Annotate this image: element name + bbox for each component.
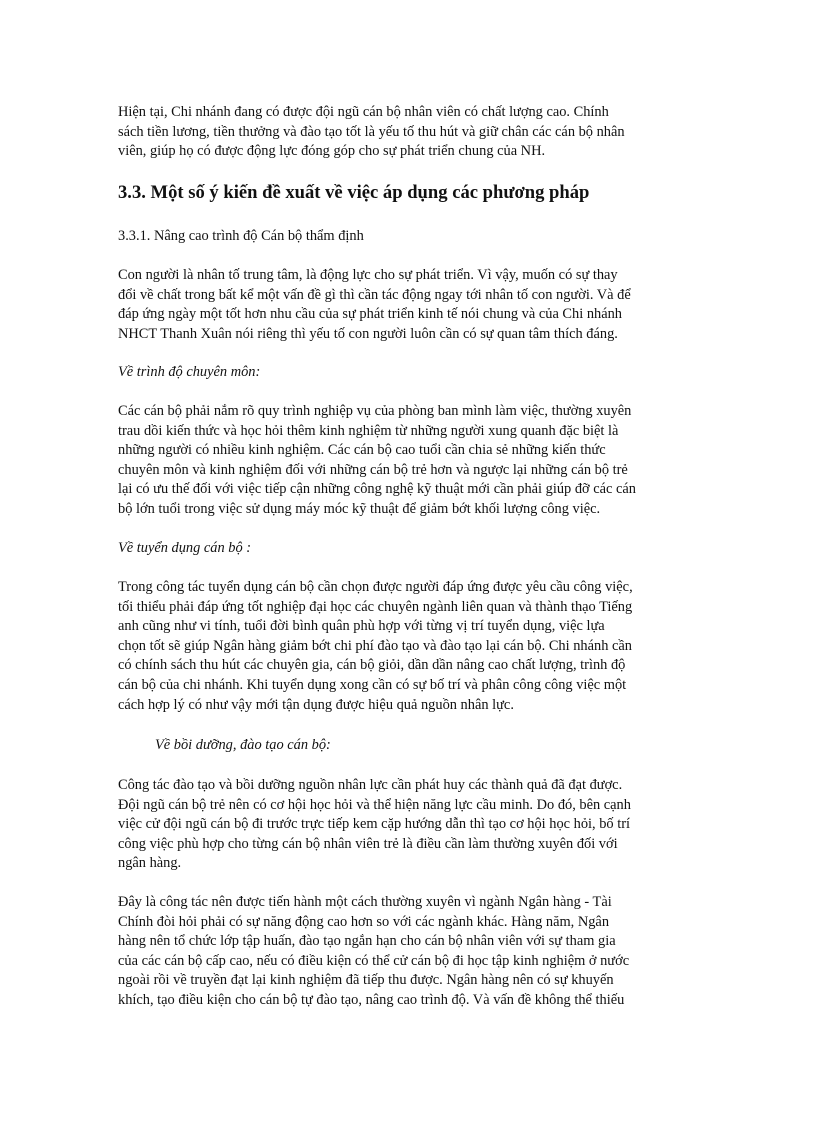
text-line: Trong công tác tuyển dụng cán bộ cần chọn được người đáp ứng được yêu cầu công việc, xyxy=(118,579,633,595)
text-line: Đây là công tác nên được tiến hành một cách thường xuyên vì ngành Ngân hàng - Tài xyxy=(118,894,612,910)
text-line: lại có ưu thế đối với việc tiếp cận những công nghệ kỹ thuật mới cần phải giúp đỡ các cán xyxy=(118,481,636,498)
text-line: anh cũng như vi tính, tuổi đời bình quân phù hợp với từng vị trí tuyển dụng, việc lựa xyxy=(118,618,605,635)
text-line: sách tiền lương, tiền thưởng và đào tạo tốt là yếu tố thu hút và giữ chân các cán bộ nhân xyxy=(118,123,625,140)
text-line: Công tác đào tạo và bồi dưỡng nguồn nhân lực cần phát huy các thành quả đã đạt được. xyxy=(118,777,623,793)
text-line: Chính đòi hỏi phải có sự năng động cao hơn so với các ngành khác. Hàng năm, Ngân xyxy=(118,913,610,930)
paragraph-human-factor xyxy=(118,266,703,344)
text-line: Các cán bộ phải nắm rõ quy trình nghiệp vụ của phòng ban mình làm việc, thường xuyên xyxy=(118,403,632,419)
text-line: khích, tạo điều kiện cho cán bộ tự đào tạo, nâng cao trình độ. Và vấn đề không thể thiếu xyxy=(118,991,625,1008)
paragraph-regular-training xyxy=(118,893,703,1011)
text-line: Hiện tại, Chi nhánh đang có được đội ngũ cán bộ nhân viên có chất lượng cao. Chính xyxy=(118,104,609,120)
italic-heading-training: Về bồi dưỡng, đào tạo cán bộ: xyxy=(155,737,331,753)
italic-heading-expertise: Về trình độ chuyên môn: xyxy=(118,364,261,380)
text-line: của các cán bộ cấp cao, nếu có điều kiện có thể cử cán bộ đi học tập kinh nghiệm ở nước xyxy=(118,952,630,969)
paragraph-training xyxy=(118,776,703,874)
text-line: viên, giúp họ có được động lực đóng góp cho sự phát triển chung của NH. xyxy=(118,143,546,160)
text-line: ngoài rồi về truyền đạt lại kinh nghiệm đã tiếp thu được. Ngân hàng nên có sự khuyến xyxy=(118,972,614,989)
text-line: đổi về chất trong bất kể một vấn đề gì thì cần tác động ngay tới nhân tố con người. Và để xyxy=(118,286,631,303)
text-line: cán bộ của chi nhánh. Khi tuyển dụng xong cần có sự bố trí và phân công công việc một xyxy=(118,676,627,693)
text-line: tối thiểu phải đáp ứng tốt nghiệp đại học các chuyên ngành liên quan và thành thạo Tiếng xyxy=(118,598,633,615)
text-line: Đội ngũ cán bộ trẻ nên có cơ hội học hỏi và thể hiện năng lực cầu minh. Do đó, bên cạnh xyxy=(118,796,631,813)
text-line: ngân hàng. xyxy=(118,855,182,872)
text-line: chuyên môn và kinh nghiệm đối với những cán bộ trẻ hơn và ngược lại những cán bộ trẻ xyxy=(118,461,628,478)
paragraph-recruitment xyxy=(118,578,703,715)
text-line: có chính sách thu hút các chuyên gia, cán bộ giỏi, dần dần nâng cao chất lượng, trình độ xyxy=(118,657,626,674)
text-line: cách hợp lý có như vậy mới tận dụng được hiệu quả nguồn nhân lực. xyxy=(118,696,514,713)
paragraph-expertise xyxy=(118,402,703,520)
subsection-heading: 3.3.1. Nâng cao trình độ Cán bộ thẩm định xyxy=(118,228,364,244)
text-line: hàng nên tổ chức lớp tập huấn, đào tạo ngắn hạn cho cán bộ nhân viên với sự tham gia xyxy=(118,933,616,950)
text-line: Con người là nhân tố trung tâm, là động lực cho sự phát triển. Vì vậy, muốn có sự thay xyxy=(118,267,618,283)
text-line: việc cử đội ngũ cán bộ đi trước trực tiếp kem cặp hướng dẫn thì tạo cơ hội học hỏi, bố trí xyxy=(118,816,630,833)
paragraph-intro xyxy=(118,103,703,162)
italic-heading-recruitment: Về tuyển dụng cán bộ : xyxy=(118,540,252,556)
text-line: đáp ứng ngày một tốt hơn nhu cầu của sự phát triển kinh tế nói chung và của Chi nhánh xyxy=(118,306,622,323)
text-line: bộ lớn tuổi trong việc sử dụng máy móc kỹ thuật để giảm bớt khối lượng công việc. xyxy=(118,500,601,517)
text-line: những người có nhiều kinh nghiệm. Các cán bộ cao tuổi cần chia sẻ những kiến thức xyxy=(118,442,606,459)
text-line: trau dồi kiến thức và học hỏi thêm kinh nghiệm từ những người xung quanh đặc biệt là xyxy=(118,422,619,439)
text-line: công việc phù hợp cho từng cán bộ nhân viên trẻ là điều cần làm thường xuyên đối với xyxy=(118,835,618,852)
text-line: NHCT Thanh Xuân nói riêng thì yếu tố con người luôn cần có sự quan tâm thích đáng. xyxy=(118,325,618,342)
section-heading: 3.3. Một số ý kiến đề xuất về việc áp dụng các phương pháp xyxy=(118,182,590,203)
text-line: chọn tốt sẽ giúp Ngân hàng giảm bớt chi phí đào tạo và đào tạo lại cán bộ. Chi nhánh cần xyxy=(118,637,632,654)
